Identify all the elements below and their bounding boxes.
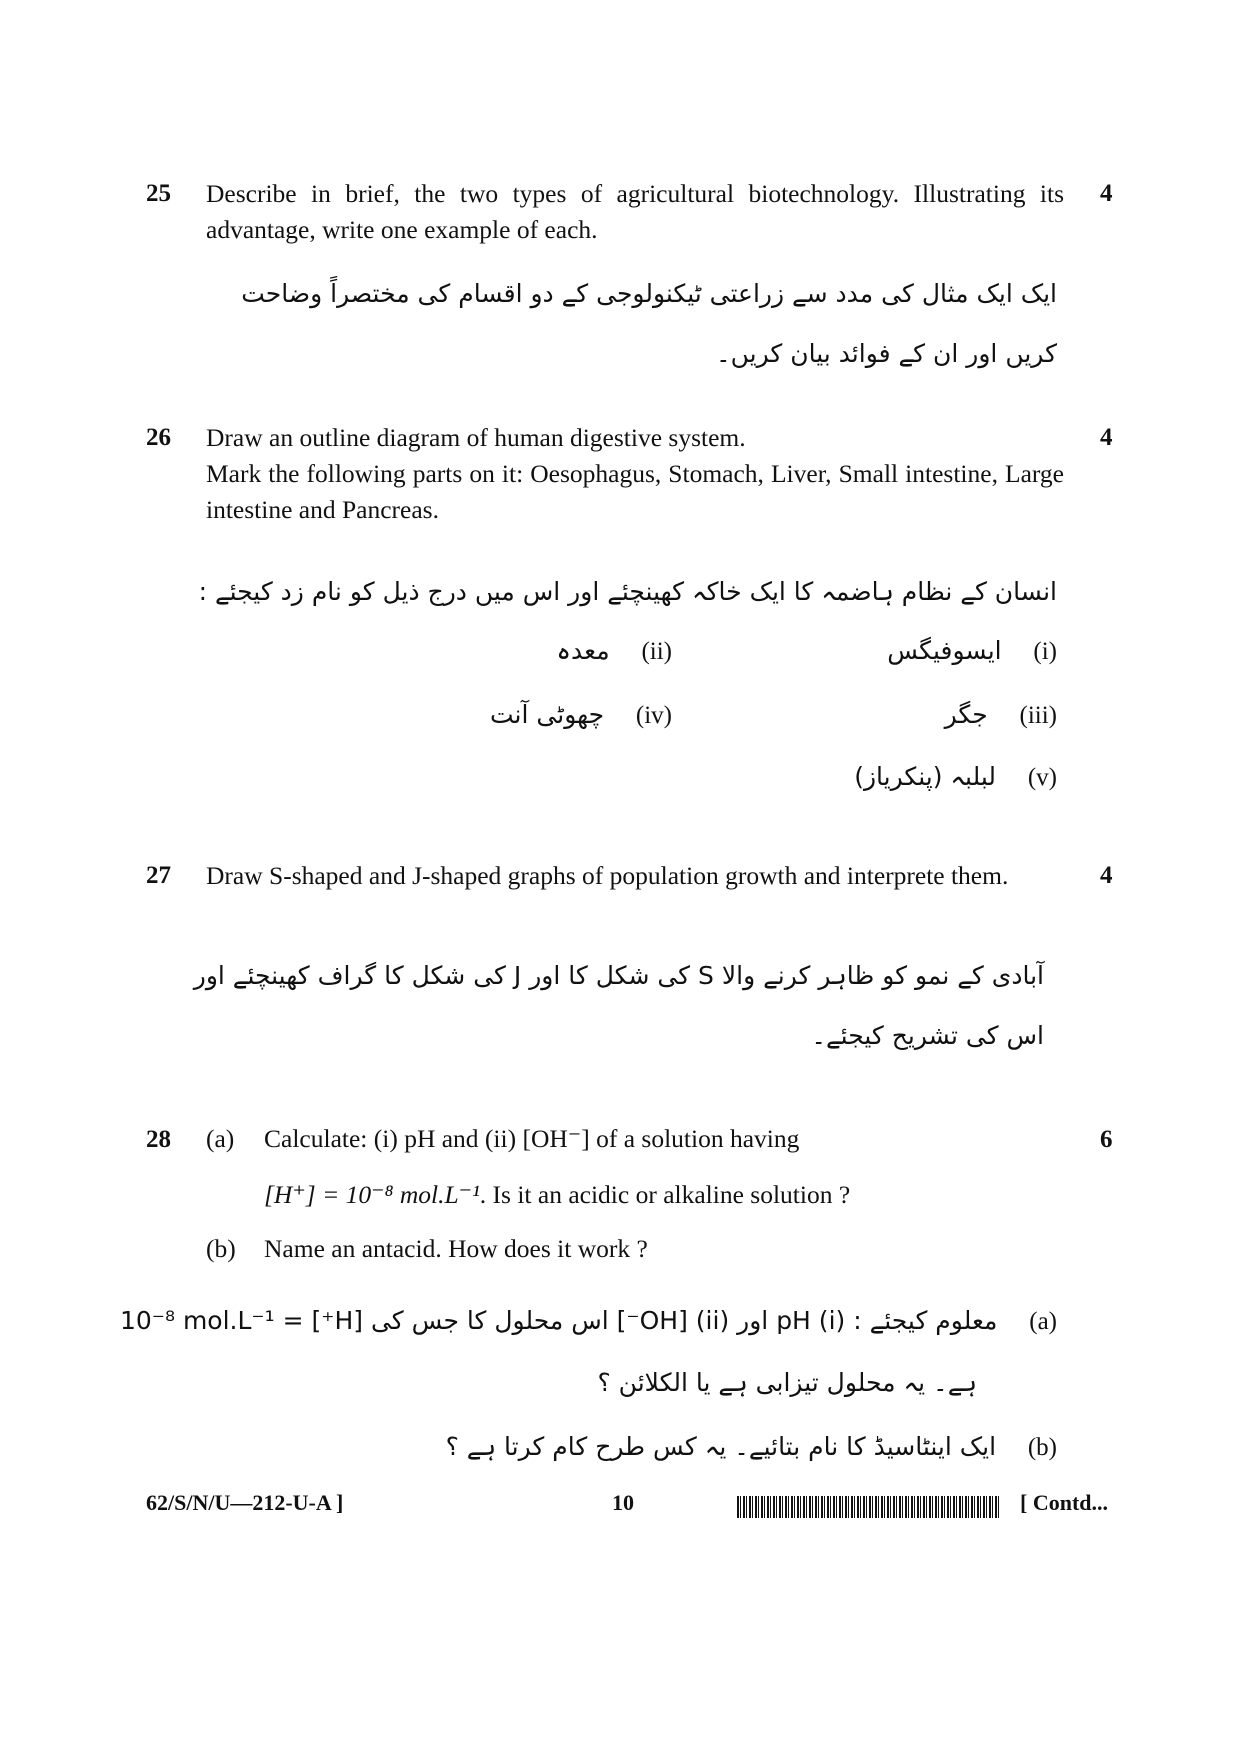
item-text: لبلبہ (پنکریاز): [854, 762, 997, 791]
question-28-number: 28: [146, 1126, 171, 1153]
question-26-item-3: [945, 700, 1057, 730]
question-25-english-text: Describe in brief, the two types of agricultural biotechnology. Illustrating its advantage, write one example of each.: [206, 179, 1064, 244]
question-26-item-1: [887, 636, 1057, 666]
question-28-a-label: (a): [206, 1124, 235, 1153]
paper-code: 62/S/N/U—212-U-A ]: [146, 1490, 344, 1515]
question-26-english-line1: Draw an outline diagram of human digestive system.: [206, 423, 746, 452]
barcode-icon: [737, 1496, 999, 1518]
question-26-english-line2: Mark the following parts on it: Oesophagus, Stomach, Liver, Small intestine, Large intestine and Pancreas.: [206, 459, 1064, 524]
item-text: چھوٹی آنت: [490, 700, 605, 729]
question-25-marks: 4: [1100, 180, 1113, 207]
item-label: (ii): [641, 638, 672, 665]
item-label: (i): [1033, 638, 1057, 665]
question-28-urdu-a-line2: ہے۔ یہ محلول تیزابی ہے یا الکلائن ؟: [597, 1368, 977, 1397]
question-25-urdu: ایک ایک مثال کی مدد سے زراعتی ٹیکنولوجی کے دو اقسام کی مختصراً وضاحت کریں اور ان کے فوائد بیان کریں۔: [241, 279, 1057, 368]
question-28-a-line1: Calculate: (i) pH and (ii) [OH⁻] of a solution having: [264, 1124, 800, 1153]
question-26-marks: 4: [1100, 424, 1113, 451]
urdu-b-text: ایک اینٹاسیڈ کا نام بتائیے۔ یہ کس طرح کام کرتا ہے ؟: [445, 1432, 997, 1461]
question-27-english-text: Draw S-shaped and J-shaped graphs of population growth and interprete them.: [206, 861, 1009, 890]
question-28-b-label: (b): [206, 1234, 236, 1263]
question-25-number: 25: [146, 180, 171, 207]
question-26-number: 26: [146, 424, 171, 451]
item-text: معدہ: [556, 636, 610, 665]
question-28-urdu-b: [446, 1432, 1057, 1462]
urdu-a-line1: معلوم کیجئے : (i) pH اور (ii) [OH⁻] اس محلول کا جس کی [H⁺] = 10⁻⁸ mol.L⁻¹: [119, 1306, 998, 1335]
question-26-english: [206, 420, 1064, 528]
question-27-urdu: آبادی کے نمو کو ظاہر کرنے والا S کی شکل کا اور J کی شکل کا گراف کھینچئے اور اس کی تشریح کیجئے۔: [193, 961, 1044, 1050]
item-label: (v): [1027, 764, 1057, 791]
question-27-marks: 4: [1100, 862, 1113, 889]
question-28-b-text: Name an antacid. How does it work ?: [264, 1234, 648, 1263]
question-26-item-2: [556, 636, 672, 666]
question-28-urdu-a: [120, 1306, 1057, 1336]
question-27-number: 27: [146, 862, 171, 889]
item-text: ایسوفیگس: [887, 636, 1002, 665]
question-28-a-line2-rest: . Is it an acidic or alkaline solution ?: [479, 1180, 851, 1209]
item-label: (iii): [1019, 702, 1057, 729]
question-26-urdu-intro: انسان کے نظام ہاضمہ کا ایک خاکہ کھینچئے اور اس میں درج ذیل کو نام زد کیجئے :: [198, 577, 1057, 606]
continued-label: [ Contd...: [1020, 1490, 1109, 1515]
urdu-a-label: (a): [1029, 1308, 1057, 1335]
question-26-item-4: [490, 700, 672, 730]
urdu-b-label: (b): [1027, 1434, 1057, 1461]
question-26-item-5: [854, 762, 1057, 792]
question-27-english: [206, 858, 1064, 894]
question-28-marks: 6: [1100, 1126, 1113, 1153]
item-label: (iv): [635, 702, 672, 729]
hydrogen-ion-concentration: [H⁺] = 10⁻⁸ mol.L⁻¹: [264, 1180, 480, 1209]
page-number: 10: [612, 1490, 634, 1515]
question-28-a-line2: [264, 1180, 850, 1210]
item-text: جگر: [944, 700, 988, 729]
question-25-english: [206, 176, 1064, 248]
